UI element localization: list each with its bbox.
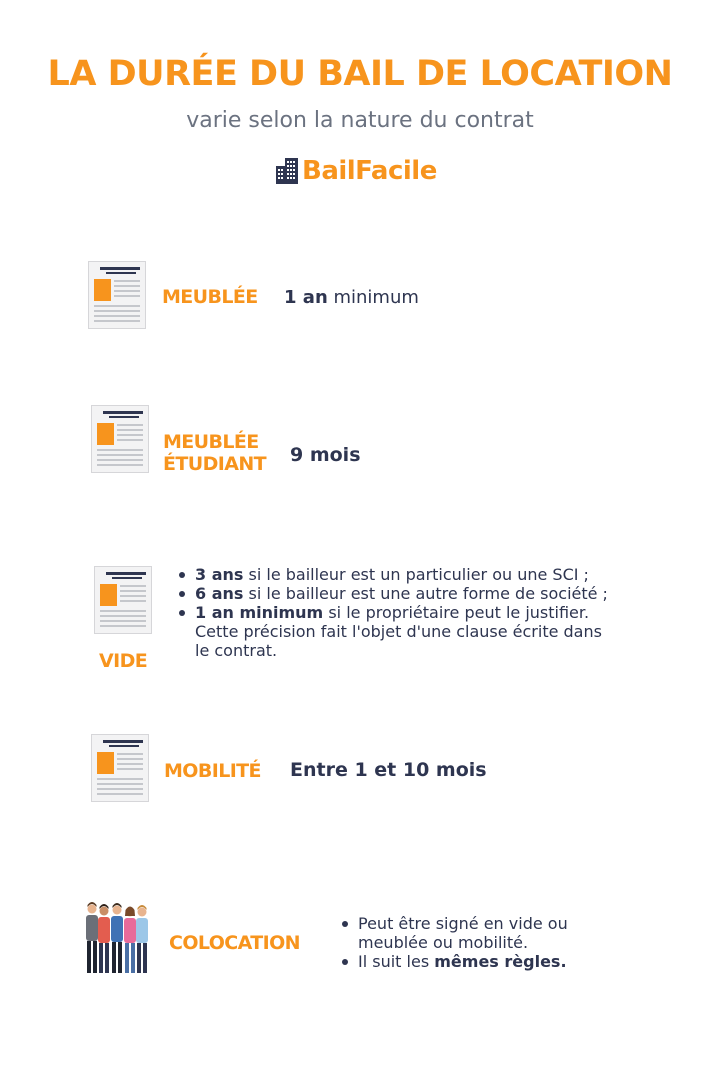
document-icon [88,261,146,329]
document-icon [94,566,152,634]
label-mobilite: MOBILITÉ [164,760,261,782]
document-icon [91,734,149,802]
brand-name: BailFacile [302,156,437,186]
list-item: 1 an minimum si le propriétaire peut le justifier. Cette précision fait l'objet d'une clause écrite dans le contrat. [175,603,705,660]
label-colocation: COLOCATION [169,932,300,954]
list-item: 3 ans si le bailleur est un particulier ou une SCI ; [175,565,705,584]
list-item: 6 ans si le bailleur est une autre forme de société ; [175,584,705,603]
document-icon [91,405,149,473]
list-item: Il suit les mêmes règles. [338,952,708,971]
value-mobilite: Entre 1 et 10 mois [290,759,487,781]
list-item: Peut être signé en vide ou meublée ou mobilité. [338,914,708,952]
page-title: LA DURÉE DU BAIL DE LOCATION [47,54,673,94]
people-group-icon [84,900,150,978]
label-meublee: MEUBLÉE [162,286,258,308]
brand-logo[interactable] [276,154,437,188]
vide-bullet-list [175,565,705,660]
label-meublee-etudiant: MEUBLÉE ÉTUDIANT [163,431,266,475]
value-meublee: 1 an minimum [284,287,419,308]
building-icon [276,158,298,184]
colocation-bullet-list [338,914,708,971]
value-meublee-etudiant: 9 mois [290,444,361,466]
label-vide: VIDE [99,650,148,672]
page-subtitle: varie selon la nature du contrat [186,108,534,133]
